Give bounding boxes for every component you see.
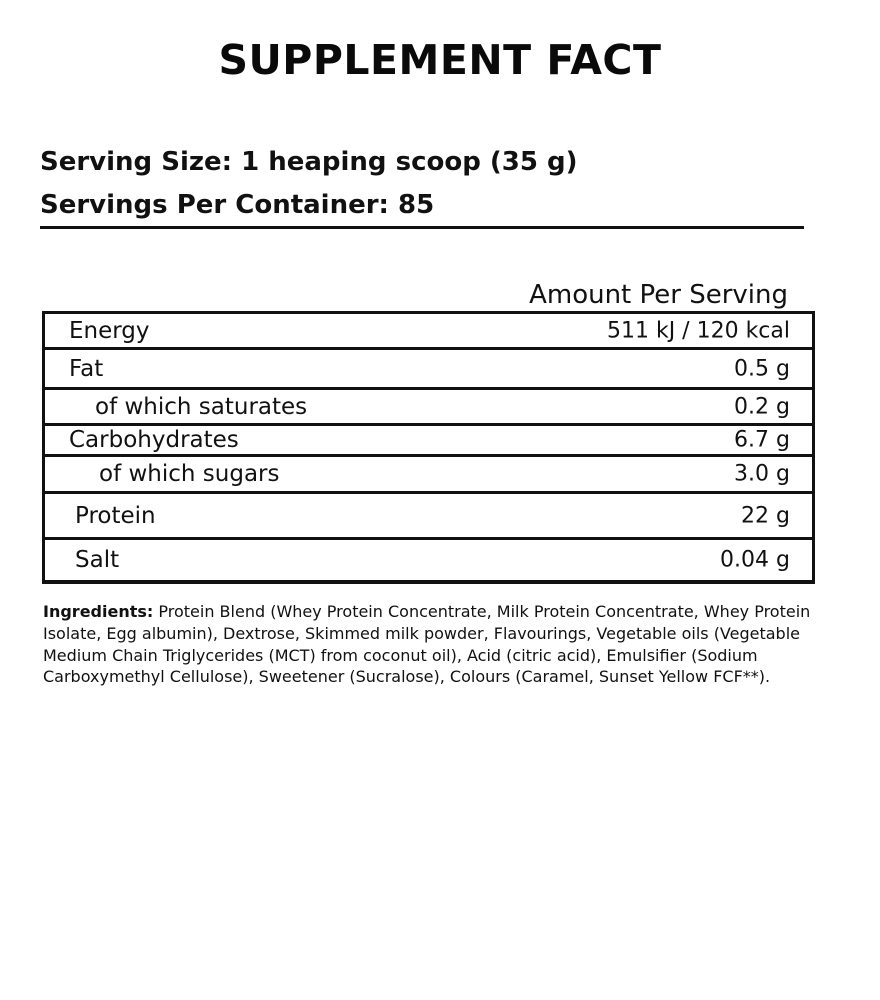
nutrient-value: 6.7 g <box>734 427 790 453</box>
ingredients-label: Ingredients: <box>43 602 154 621</box>
nutrient-value: 3.0 g <box>734 461 790 487</box>
nutrient-label: Salt <box>75 547 120 573</box>
table-row-energy <box>45 314 812 350</box>
nutrient-label: Carbohydrates <box>69 427 239 453</box>
table-row-saturates <box>45 390 812 426</box>
serving-divider <box>40 226 804 229</box>
ingredients-paragraph <box>43 601 813 688</box>
servings-per-container: Servings Per Container: 85 <box>40 190 435 220</box>
table-row-salt <box>45 540 812 580</box>
table-row-fat <box>45 350 812 390</box>
table-row-carbohydrates <box>45 426 812 457</box>
ingredients-text: Protein Blend (Whey Protein Concentrate, Milk Protein Concentrate, Whey Protein Isolate, Egg albumin), Dextrose, Skimmed milk powder, Flavourings, Vegetable oils (Vegetable Medium Chain Triglycerides (MCT) from coconut oil), Acid (citric acid), Emulsifier (Sodium Carboxymethyl Cellulose), Sweetener (Sucralose), Colours (Caramel, Sunset Yellow FCF**). <box>43 602 811 687</box>
nutrient-value: 0.04 g <box>720 547 790 573</box>
nutrient-value: 22 g <box>741 503 790 528</box>
table-row-sugars <box>45 457 812 494</box>
nutrition-table <box>42 311 815 584</box>
nutrient-value: 0.5 g <box>734 356 790 381</box>
table-row-protein <box>45 494 812 540</box>
nutrient-value: 511 kJ / 120 kcal <box>606 318 790 343</box>
nutrient-label: Energy <box>69 317 150 344</box>
amount-per-serving-header: Amount Per Serving <box>529 280 788 310</box>
nutrient-value: 0.2 g <box>734 394 790 419</box>
nutrient-label: Fat <box>69 355 104 382</box>
serving-size: Serving Size: 1 heaping scoop (35 g) <box>40 147 578 177</box>
nutrient-label: of which saturates <box>95 393 308 420</box>
nutrient-label: of which sugars <box>99 461 280 487</box>
page-title: SUPPLEMENT FACT <box>218 36 662 84</box>
nutrient-label: Protein <box>75 502 156 529</box>
